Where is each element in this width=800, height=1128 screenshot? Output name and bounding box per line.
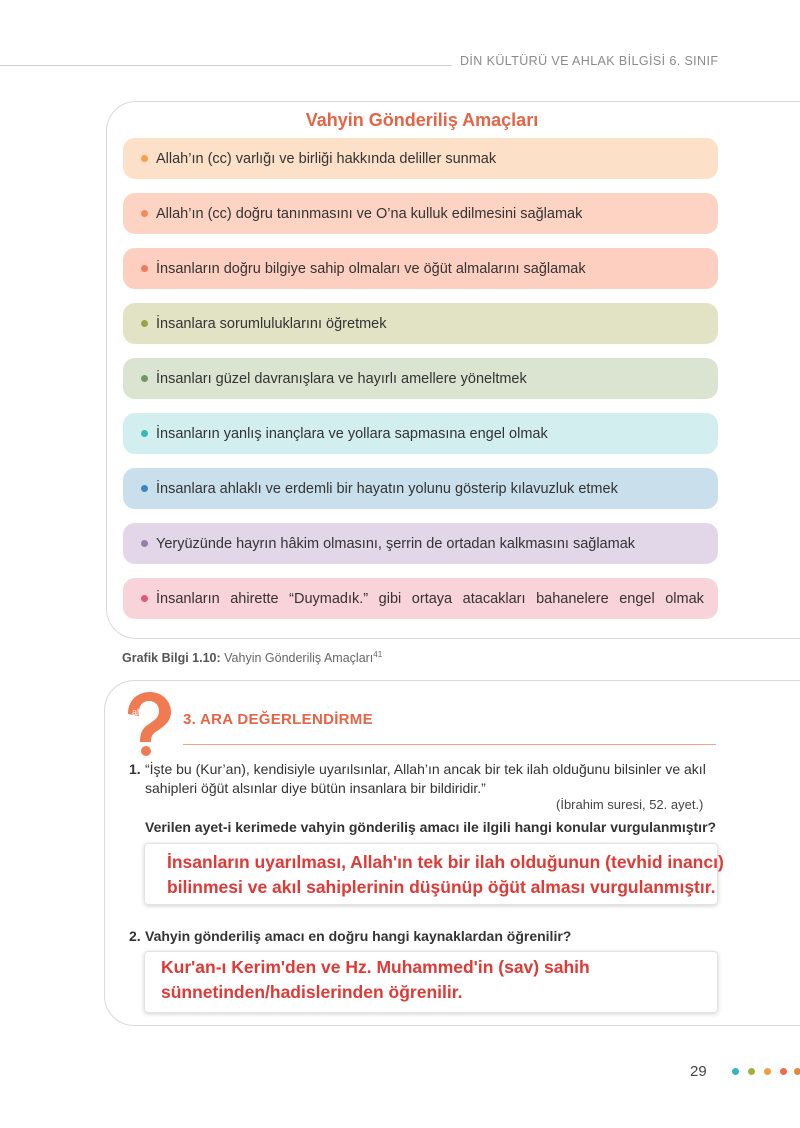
question-1-quote: “İşte bu (Kur’an), kendisiyle uyarılsınlar, Allah’ın ancak bir tek ilah olduğunu bilsinler ve akıl sahipleri öğüt alsınlar diye bütün insanlara bir bildiridir.”	[145, 761, 706, 796]
page-dot-icon	[732, 1068, 739, 1075]
aim-word: ortaya	[411, 590, 453, 607]
aim-word: atacakları	[462, 590, 526, 607]
bullet-dot-icon	[141, 155, 148, 162]
caption-ref: 41	[373, 650, 383, 659]
aim-word: ahirette	[230, 590, 279, 607]
aim-item	[123, 248, 718, 289]
aim-text: Yeryüzünde hayrın hâkim olmasını, şerrin de ortadan kalkmasını sağlamak	[156, 535, 636, 552]
answer-1-field[interactable]	[144, 843, 724, 905]
page-dot-icon	[748, 1068, 755, 1075]
aim-item	[123, 523, 718, 564]
bullet-dot-icon	[141, 595, 148, 602]
caption-text: Vahyin Gönderiliş Amaçları	[224, 651, 374, 666]
icon-letters: abc	[132, 707, 147, 717]
answer-1-line-2: bilinmesi ve akıl sahiplerinin düşünüp öğüt alması vurgulanmıştır.	[167, 877, 716, 897]
evaluation-title: 3. ARA DEĞERLENDİRME	[183, 711, 373, 728]
aim-text: İnsanlara ahlaklı ve erdemli bir hayatın yolunu gösterip kılavuzluk etmek	[156, 480, 618, 497]
answer-2-line-2: sünnetinden/hadislerinden öğrenilir.	[161, 982, 463, 1002]
aim-word: İnsanların	[156, 590, 220, 607]
caption-label: Grafik Bilgi 1.10:	[122, 651, 221, 666]
aim-word: olmak	[665, 590, 704, 607]
bullet-dot-icon	[141, 430, 148, 437]
question-1-reference: (İbrahim suresi, 52. ayet.)	[556, 797, 704, 812]
answer-2-field[interactable]	[144, 951, 718, 1013]
bullet-dot-icon	[141, 485, 148, 492]
aim-item	[123, 193, 718, 234]
bullet-dot-icon	[141, 210, 148, 217]
aim-item	[123, 303, 718, 344]
bullet-dot-icon	[141, 375, 148, 382]
bullet-dot-icon	[141, 540, 148, 547]
aim-text: Allah’ın (cc) doğru tanınmasını ve O’na kulluk edilmesini sağlamak	[156, 205, 583, 222]
aim-word: gibi	[378, 590, 402, 607]
aim-text: Allah’ın (cc) varlığı ve birliği hakkında deliller sunmak	[156, 150, 497, 167]
evaluation-rule	[183, 744, 716, 745]
aim-text: İnsanların doğru bilgiye sahip olmaları ve öğüt almalarını sağlamak	[156, 260, 586, 277]
question-1-prompt: Verilen ayet-i kerimede vahyin gönderiliş amacı ile ilgili hangi konular vurgulanmıştır?	[145, 819, 717, 835]
question-2-prompt: Vahyin gönderiliş amacı en doğru hangi kaynaklardan öğrenilir?	[145, 928, 572, 944]
page-dot-icon	[764, 1068, 771, 1075]
aim-item	[123, 358, 718, 399]
book-title: DİN KÜLTÜRÜ VE AHLAK BİLGİSİ 6. SINIF	[460, 54, 719, 68]
answer-1-line-1: İnsanların uyarılması, Allah'ın tek bir ilah olduğunun (tevhid inancı)	[167, 852, 724, 872]
header-rule	[0, 65, 452, 66]
bullet-dot-icon	[141, 265, 148, 272]
figure-caption	[122, 650, 382, 665]
aim-word: bahanelere	[536, 590, 609, 607]
question-2-number: 2.	[129, 928, 141, 944]
aims-title: Vahyin Gönderiliş Amaçları	[305, 110, 539, 130]
aim-text: İnsanların yanlış inançlara ve yollara sapmasına engel olmak	[156, 425, 548, 442]
aim-text	[156, 591, 718, 607]
page-number: 29	[690, 1063, 707, 1080]
aim-item	[123, 468, 718, 509]
aim-item	[123, 578, 718, 619]
aim-item	[123, 413, 718, 454]
aim-text: İnsanları güzel davranışlara ve hayırlı amellere yöneltmek	[156, 370, 527, 387]
aim-word: engel	[619, 590, 655, 607]
page-dot-icon	[794, 1068, 800, 1075]
bullet-dot-icon	[141, 320, 148, 327]
aim-text: İnsanlara sorumluluklarını öğretmek	[156, 315, 387, 332]
aim-item	[123, 138, 718, 179]
answer-2-line-1: Kur'an-ı Kerim'den ve Hz. Muhammed'in (sav) sahih	[161, 957, 590, 977]
aim-word: “Duymadık.”	[289, 590, 369, 607]
page-dot-icon	[780, 1068, 787, 1075]
question-1-number: 1.	[129, 761, 141, 777]
question-head-icon	[118, 690, 174, 756]
